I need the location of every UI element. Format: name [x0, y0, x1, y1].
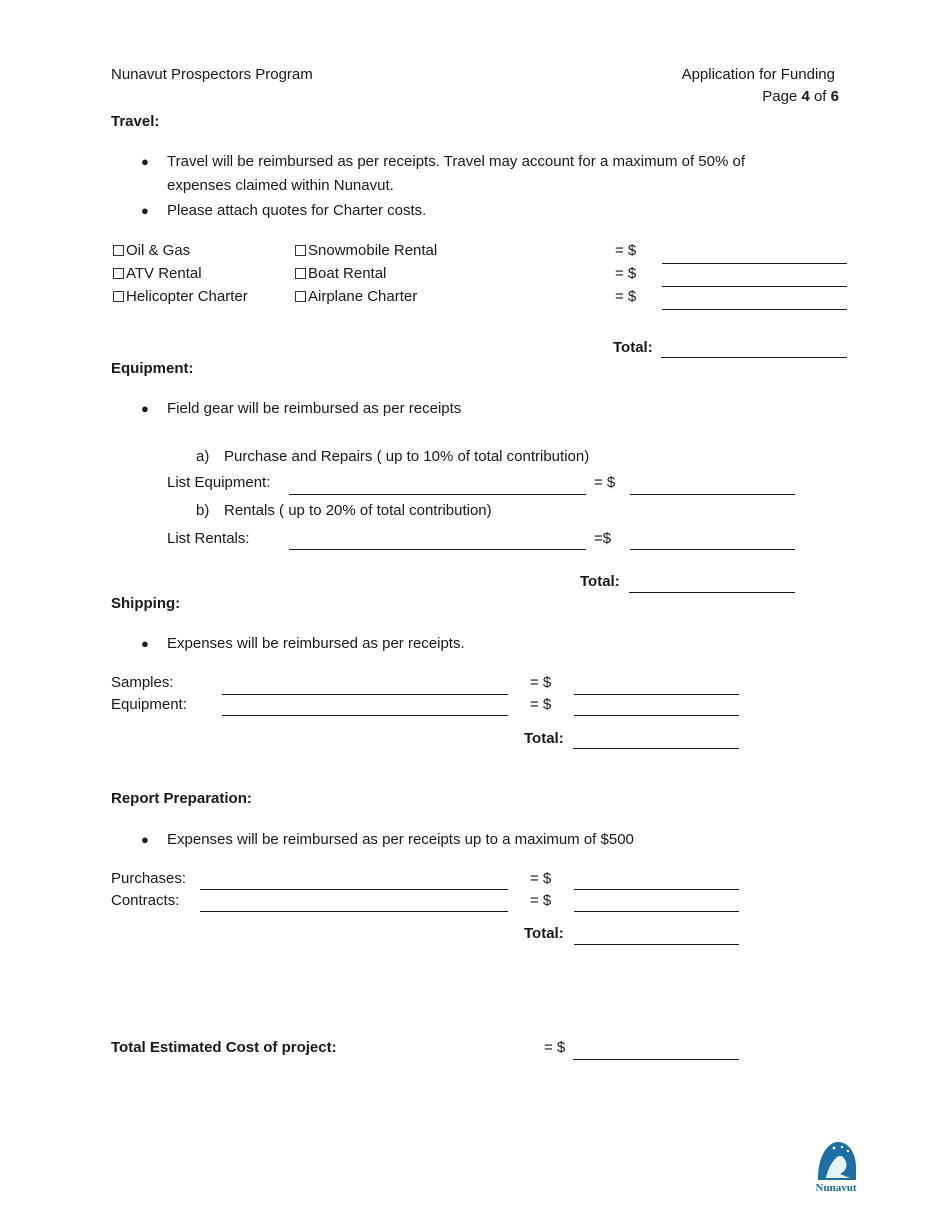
page-indicator: [762, 88, 839, 106]
travel-total-field[interactable]: [661, 357, 847, 358]
checkbox-icon[interactable]: [295, 245, 306, 256]
bullet-icon: ●: [141, 401, 149, 416]
travel-total-label: Total:: [613, 339, 653, 356]
travel-bullet-2: Please attach quotes for Charter costs.: [167, 202, 427, 219]
equipment-b-marker: b): [196, 502, 210, 519]
report-equals-1: = $: [530, 870, 552, 887]
travel-equals-2: = $: [615, 265, 637, 282]
travel-equals-3: = $: [615, 288, 637, 305]
shipping-heading: Shipping:: [111, 595, 181, 612]
page-prefix: Page: [762, 88, 798, 105]
form-title: Application for Funding: [681, 66, 835, 83]
contracts-amount-field[interactable]: [574, 911, 739, 912]
program-name: Nunavut Prospectors Program: [111, 66, 313, 83]
shipping-equipment-label: Equipment:: [111, 696, 187, 713]
checkbox-boat-rental[interactable]: Boat Rental: [295, 265, 386, 283]
checkbox-icon[interactable]: [295, 268, 306, 279]
contracts-label: Contracts:: [111, 892, 180, 909]
rentals-amount-field[interactable]: [630, 549, 795, 550]
checkbox-atv-rental[interactable]: ATV Rental: [113, 265, 202, 283]
list-equipment-label: List Equipment:: [167, 474, 271, 491]
report-bullet: Expenses will be reimbursed as per receipts up to a maximum of $500: [167, 831, 634, 848]
report-equals-2: = $: [530, 892, 552, 909]
equipment-a-marker: a): [196, 448, 210, 465]
equipment-total-field[interactable]: [629, 592, 795, 593]
shipping-bullet: Expenses will be reimbursed as per receipts.: [167, 635, 465, 652]
nunavut-emblem-icon: [814, 1138, 858, 1194]
purchases-field[interactable]: [200, 889, 508, 890]
list-rentals-label: List Rentals:: [167, 530, 250, 547]
equipment-bullet: Field gear will be reimbursed as per receipts: [167, 400, 462, 417]
equipment-a-text: Purchase and Repairs ( up to 10% of total contribution): [224, 448, 590, 465]
grand-total-equals: = $: [544, 1039, 566, 1056]
shipping-equals-2: = $: [530, 696, 552, 713]
equipment-amount-field[interactable]: [630, 494, 795, 495]
equipment-equals-1: = $: [594, 474, 616, 491]
travel-amount-field-3[interactable]: [662, 309, 847, 310]
list-rentals-field[interactable]: [289, 549, 586, 550]
checkbox-icon[interactable]: [113, 245, 124, 256]
list-equipment-field[interactable]: [289, 494, 586, 495]
purchases-label: Purchases:: [111, 870, 187, 887]
travel-amount-field-1[interactable]: [662, 263, 847, 264]
purchases-amount-field[interactable]: [574, 889, 739, 890]
bullet-icon: ●: [141, 203, 149, 218]
checkbox-snowmobile-rental[interactable]: Snowmobile Rental: [295, 242, 437, 260]
shipping-total-label: Total:: [524, 730, 564, 747]
travel-amount-field-2[interactable]: [662, 286, 847, 287]
page-of: of: [813, 88, 827, 105]
nunavut-logo: [814, 1138, 858, 1194]
shipping-total-field[interactable]: [573, 748, 739, 749]
equipment-total-label: Total:: [580, 573, 620, 590]
travel-equals-1: = $: [615, 242, 637, 259]
report-total-label: Total:: [524, 925, 564, 942]
checkbox-oil-gas[interactable]: Oil & Gas: [113, 242, 190, 260]
equipment-b-text: Rentals ( up to 20% of total contribution): [224, 502, 492, 519]
bullet-icon: ●: [141, 154, 149, 169]
grand-total-label: Total Estimated Cost of project:: [111, 1039, 337, 1056]
shipping-equipment-field[interactable]: [222, 715, 508, 716]
contracts-field[interactable]: [200, 911, 508, 912]
checkbox-icon[interactable]: [113, 291, 124, 302]
grand-total-field[interactable]: [573, 1059, 739, 1060]
checkbox-airplane-charter[interactable]: Airplane Charter: [295, 288, 417, 306]
checkbox-icon[interactable]: [295, 291, 306, 302]
report-total-field[interactable]: [574, 944, 739, 945]
equipment-equals-2: =$: [594, 530, 612, 547]
bullet-icon: ●: [141, 636, 149, 651]
logo-text: Nunavut: [815, 1182, 857, 1194]
travel-heading: Travel:: [111, 113, 160, 130]
checkbox-icon[interactable]: [113, 268, 124, 279]
equipment-heading: Equipment:: [111, 360, 194, 377]
bullet-icon: ●: [141, 832, 149, 847]
checkbox-helicopter-charter[interactable]: Helicopter Charter: [113, 288, 248, 306]
report-heading: Report Preparation:: [111, 790, 252, 807]
travel-bullet-1: Travel will be reimbursed as per receipts. Travel may account for a maximum of 50% of: [167, 153, 745, 170]
samples-field[interactable]: [222, 694, 508, 695]
shipping-equipment-amount-field[interactable]: [574, 715, 739, 716]
page-total: 6: [830, 88, 839, 105]
shipping-equals-1: = $: [530, 674, 552, 691]
travel-bullet-1-cont: expenses claimed within Nunavut.: [167, 177, 394, 194]
samples-label: Samples:: [111, 674, 174, 691]
page-current: 4: [801, 88, 810, 105]
samples-amount-field[interactable]: [574, 694, 739, 695]
